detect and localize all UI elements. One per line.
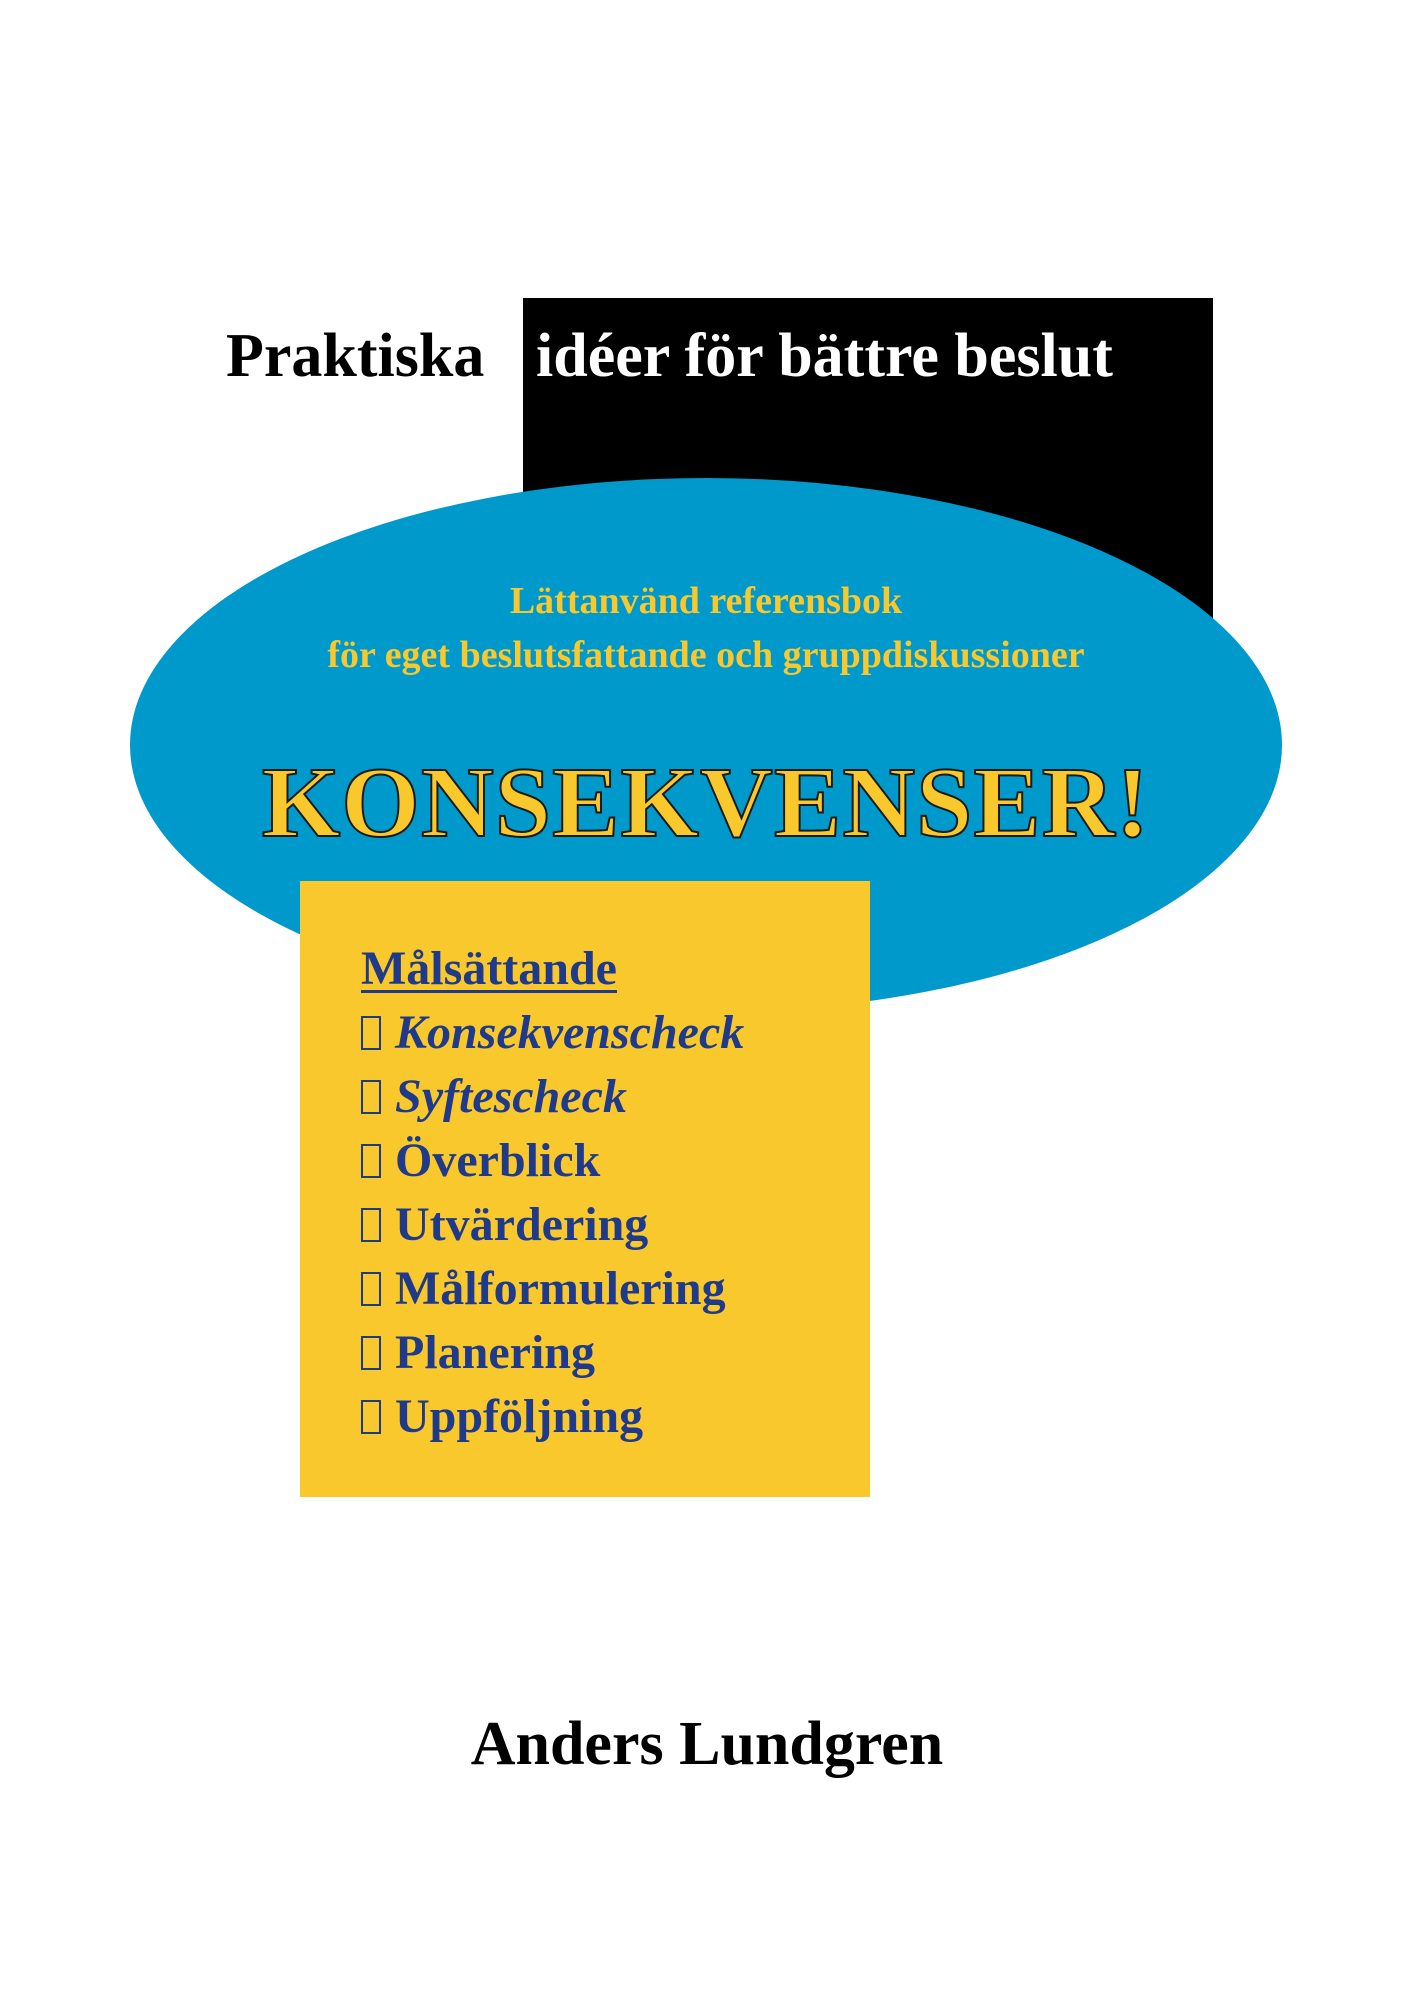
- list-item: [361, 1001, 744, 1065]
- list-item: [361, 1065, 744, 1129]
- subtitle: [130, 574, 1282, 682]
- list-item-label: Utvärdering: [395, 1198, 649, 1251]
- list-item-label: Överblick: [395, 1134, 601, 1187]
- list-item: [361, 1385, 744, 1449]
- subtitle-line-1: Lättanvänd referensbok: [509, 580, 903, 622]
- author-name: Anders Lundgren: [470, 1710, 944, 1778]
- list-item-label: Målformulering: [395, 1262, 726, 1315]
- checkbox-square-icon: [361, 1400, 381, 1434]
- tagline: [0, 316, 1414, 396]
- checkbox-square-icon: [361, 1080, 381, 1114]
- checkbox-square-icon: [361, 1016, 381, 1050]
- list-item-label: Syftescheck: [395, 1070, 627, 1123]
- list-item: [361, 1129, 744, 1193]
- checkbox-square-icon: [361, 1336, 381, 1370]
- list-item-label: Planering: [395, 1326, 595, 1379]
- tagline-right: idéer för bättre beslut: [536, 322, 1113, 390]
- tagline-left: Praktiska: [226, 322, 485, 390]
- topic-list: [361, 937, 744, 1449]
- book-title: KONSEKVENSER!: [261, 746, 1151, 858]
- list-item: [361, 1257, 744, 1321]
- checkbox-square-icon: [361, 1144, 381, 1178]
- subtitle-line-2: för eget beslutsfattande och gruppdiskussioner: [327, 634, 1085, 676]
- list-heading: Målsättande: [361, 942, 617, 995]
- list-item: [361, 1321, 744, 1385]
- checkbox-square-icon: [361, 1272, 381, 1306]
- list-item-label: Konsekvenscheck: [395, 1006, 745, 1059]
- list-item-label: Uppföljning: [395, 1390, 644, 1443]
- checkbox-square-icon: [361, 1208, 381, 1242]
- list-item: [361, 1193, 744, 1257]
